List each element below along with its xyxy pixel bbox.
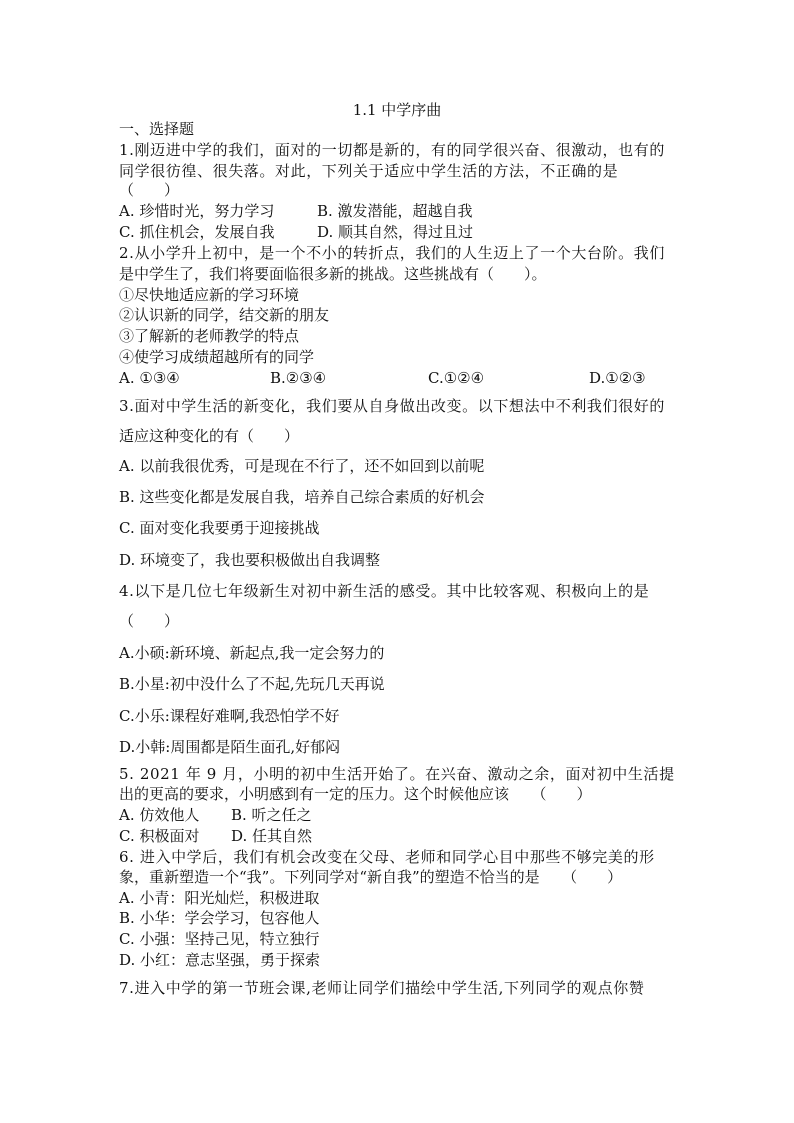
- q3-stem-line: 3.面对中学生活的新变化，我们要从自身做出改变。以下想法中不利我们很好的: [119, 397, 665, 415]
- q5-option-b: B. 听之任之: [231, 806, 312, 824]
- q6-stem-line: 象，重新塑造一个“我”。下列同学对“新自我”的塑造不恰当的是 （ ）: [119, 868, 623, 886]
- q3-option-c: C. 面对变化我要勇于迎接挑战: [119, 519, 320, 537]
- q5-option-d: D. 任其自然: [231, 827, 313, 845]
- q2-option-b: B.②③④: [270, 369, 327, 387]
- q3-stem-line: 适应这种变化的有（ ）: [119, 427, 300, 445]
- q2-option-a: A. ①③④: [119, 369, 180, 387]
- q1-option-d: D. 顺其自然，得过且过: [317, 223, 474, 241]
- q4-option-b: B.小星:初中没什么了不起,先玩几天再说: [119, 675, 385, 693]
- q6-option-b: B. 小华：学会学习，包容他人: [119, 909, 320, 927]
- q2-item: ①尽快地适应新的学习环境: [119, 286, 300, 304]
- q2-item: ②认识新的同学，结交新的朋友: [119, 306, 330, 324]
- q6-option-c: C. 小强：坚持己见，特立独行: [119, 930, 320, 948]
- q6-option-d: D. 小红：意志坚强，勇于探索: [119, 951, 321, 969]
- q1-answer-blank: （ ）: [119, 181, 180, 199]
- page-title: 1.1 中学序曲: [352, 101, 442, 119]
- q1-option-a: A. 珍惜时光，努力学习: [119, 202, 275, 220]
- q4-stem-line: 4.以下是几位七年级新生对初中新生活的感受。其中比较客观、积极向上的是: [119, 582, 650, 600]
- q2-option-d: D.①②③: [589, 369, 646, 387]
- q1-option-c: C. 抓住机会，发展自我: [119, 223, 275, 241]
- q4-option-d: D.小韩:周围都是陌生面孔,好郁闷: [119, 738, 341, 756]
- q2-stem-line: 是中学生了，我们将要面临很多新的挑战。这些挑战有（ ）。: [119, 265, 547, 283]
- q1-option-b: B. 激发潜能，超越自我: [317, 202, 473, 220]
- q1-stem-line: 同学很彷徨、很失落。对此，下列关于适应中学生活的方法，不正确的是: [119, 162, 619, 180]
- q4-option-c: C.小乐:课程好难啊,我恐怕学不好: [119, 707, 340, 725]
- q5-option-a: A. 仿效他人: [119, 806, 200, 824]
- q4-answer-blank: （ ）: [119, 612, 180, 630]
- q2-item: ③了解新的老师教学的特点: [119, 327, 300, 345]
- q5-stem-line: 出的更高的要求，小明感到有一定的压力。这个时候他应该 （ ）: [119, 785, 592, 803]
- q2-item: ④使学习成绩超越所有的同学: [119, 348, 315, 366]
- q3-option-d: D. 环境变了，我也要积极做出自我调整: [119, 551, 381, 569]
- section-heading: 一、选择题: [119, 120, 195, 138]
- q6-stem-line: 6. 进入中学后，我们有机会改变在父母、老师和同学心目中那些不够完美的形: [119, 848, 655, 866]
- q1-stem-line: 1.刚迈进中学的我们，面对的一切都是新的，有的同学很兴奋、很激动，也有的: [119, 141, 665, 159]
- q5-option-c: C. 积极面对: [119, 827, 200, 845]
- q5-stem-line: 5. 2021 年 9 月，小明的初中生活开始了。在兴奋、激动之余，面对初中生活提: [119, 765, 675, 783]
- q2-option-c: C.①②④: [428, 369, 485, 387]
- q4-option-a: A.小硕:新环境、新起点,我一定会努力的: [119, 644, 385, 662]
- q7-stem-line: 7.进入中学的第一节班会课,老师让同学们描绘中学生活,下列同学的观点你赞: [119, 979, 645, 997]
- q3-option-a: A. 以前我很优秀，可是现在不行了，还不如回到以前呢: [119, 457, 485, 475]
- q6-option-a: A. 小青：阳光灿烂，积极进取: [119, 889, 320, 907]
- q2-stem-line: 2.从小学升上初中，是一个不小的转折点，我们的人生迈上了一个大台阶。我们: [119, 244, 665, 262]
- q3-option-b: B. 这些变化都是发展自我，培养自己综合素质的好机会: [119, 488, 485, 506]
